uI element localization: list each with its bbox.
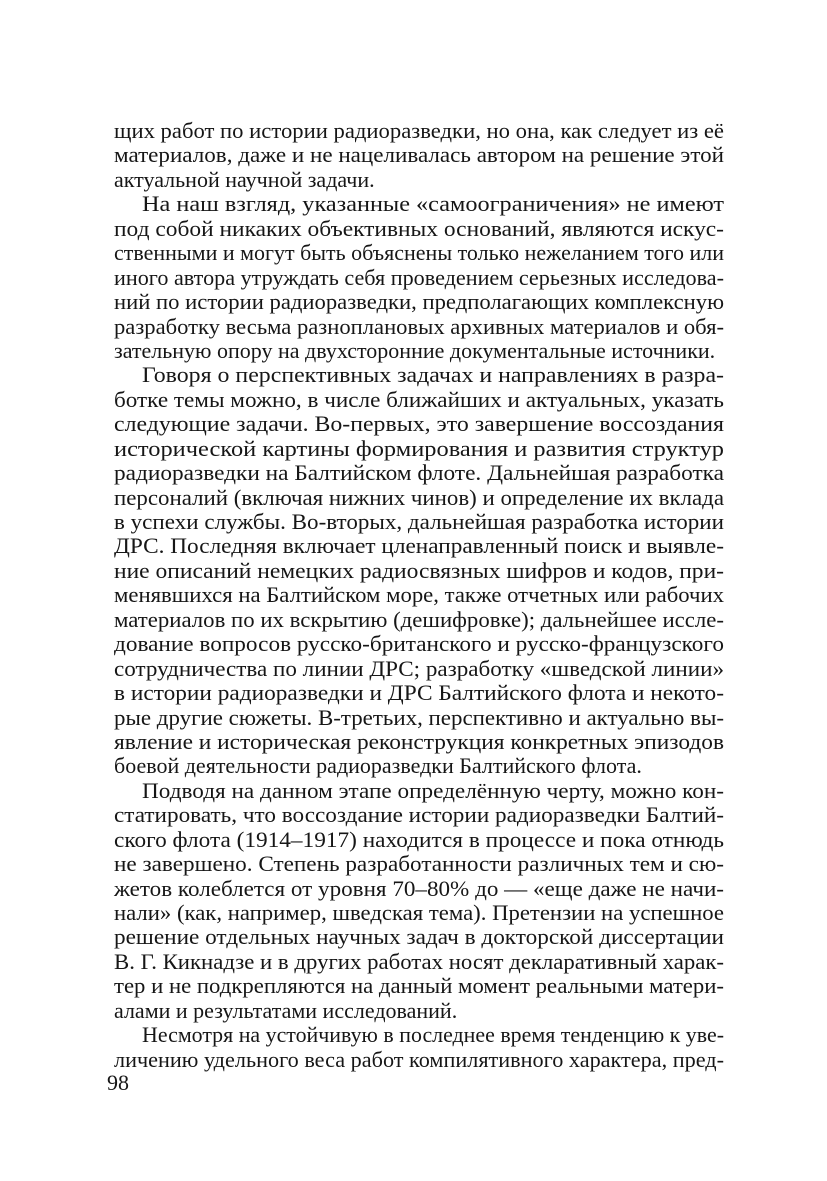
text-line	[114, 315, 724, 339]
text-line-content: ственными и могут быть объяснены только нежеланием того или	[114, 240, 724, 266]
text-line	[114, 241, 724, 265]
text-line	[114, 437, 724, 461]
text-line-content: материалов по их вскрытию (дешифровке); дальнейшее иссле-	[114, 606, 724, 632]
text-line-content: материалов, даже и не нацеливалась автором на решение этой	[114, 142, 724, 168]
text-line	[114, 534, 724, 558]
text-line-content: На наш взгляд, указанные «самоограничения» не имеют	[142, 191, 724, 217]
text-line	[114, 730, 724, 754]
text-line-content: менявшихся на Балтийском море, также отчетных или рабочих	[114, 582, 724, 608]
text-line-content: ДРС. Последняя включает цленаправленный поиск и выявле-	[114, 533, 724, 559]
text-line	[114, 681, 724, 705]
text-line-content: разработку весьма разноплановых архивных материалов и обя-	[114, 313, 724, 339]
text-line-content: персоналий (включая нижних чинов) и определение их вклада	[114, 484, 724, 510]
text-line-content: В. Г. Кикнадзе и в других работах носят декларативный харак-	[114, 948, 724, 974]
text-line	[114, 192, 724, 216]
text-line	[114, 168, 724, 192]
text-line-content: под собой никаких объективных оснований, являются искус-	[114, 215, 724, 241]
text-line	[114, 290, 724, 314]
text-line	[114, 706, 724, 730]
text-line-content: дование вопросов русско-британского и русско-французского	[114, 631, 724, 657]
text-line	[114, 779, 724, 803]
text-line	[114, 583, 724, 607]
text-line-content: Говоря о перспективных задачах и направлениях в разра-	[142, 362, 724, 388]
text-line	[114, 510, 724, 534]
text-line-content: рые другие сюжеты. В-третьих, перспективно и актуально вы-	[114, 704, 724, 730]
text-line-content: не завершено. Степень разработанности различных тем и сю-	[114, 851, 724, 877]
text-line-content: радиоразведки на Балтийском флоте. Дальнейшая разработка	[114, 460, 724, 486]
text-line	[114, 950, 724, 974]
text-line-content: ского флота (1914–1917) находится в процессе и пока отнюдь	[114, 826, 724, 852]
text-line	[114, 999, 724, 1023]
text-line	[114, 632, 724, 656]
text-line-content: следующие задачи. Во-первых, это завершение воссоздания	[114, 411, 724, 437]
text-line-content: личению удельного веса работ компилятивного характера, пред-	[114, 1046, 724, 1072]
text-block	[114, 119, 724, 1072]
text-line-content: статировать, что воссоздание истории радиоразведки Балтий-	[114, 802, 724, 828]
text-line	[114, 901, 724, 925]
text-line-content: в успехи службы. Во-вторых, дальнейшая разработка истории	[114, 509, 724, 534]
text-line	[114, 828, 724, 852]
text-line-content: тер и не подкрепляются на данный момент реальными матери-	[114, 973, 724, 999]
text-line	[114, 119, 724, 143]
text-line	[114, 143, 724, 167]
text-line-content: сотрудничества по линии ДРС; разработку «шведской линии»	[114, 655, 724, 681]
text-line-content: жетов колеблется от уровня 70–80% до — «еще даже не начи-	[114, 875, 725, 901]
text-line	[114, 925, 724, 949]
text-line-content: явление и историческая реконструкция конкретных эпизодов	[114, 728, 724, 754]
text-line	[114, 608, 724, 632]
text-line	[114, 1023, 724, 1047]
text-line	[114, 754, 724, 778]
text-line	[114, 1048, 724, 1072]
text-line	[114, 852, 724, 876]
text-line-content: Подводя на данном этапе определённую черту, можно кон-	[142, 777, 724, 803]
text-line-content: щих работ по истории радиоразведки, но она, как следует из её	[114, 118, 724, 143]
text-line-content: ботке темы можно, в числе ближайших и актуальных, указать	[114, 386, 724, 412]
text-line	[114, 412, 724, 436]
page-number: 98	[107, 1070, 129, 1095]
text-line	[114, 388, 724, 412]
text-line-content: решение отдельных научных задач в докторской диссертации	[114, 924, 724, 950]
text-line-content: боевой деятельности радиоразведки Балтийского флота.	[114, 753, 642, 779]
text-line	[114, 657, 724, 681]
text-line	[114, 559, 724, 583]
text-line-content: нали» (как, например, шведская тема). Претензии на успешное	[114, 900, 724, 925]
text-line	[114, 461, 724, 485]
text-line	[114, 339, 724, 363]
text-line-content: исторической картины формирования и развития структур	[114, 435, 724, 461]
text-line	[114, 877, 724, 901]
text-line-content: актуальной научной задачи.	[114, 166, 375, 192]
text-line	[114, 266, 724, 290]
text-line	[114, 217, 724, 241]
text-line	[114, 486, 724, 510]
text-line-content: ний по истории радиоразведки, предполагающих комплексную	[114, 289, 724, 315]
text-line	[114, 803, 724, 827]
text-line-content: Несмотря на устойчивую в последнее время тенденцию к уве-	[142, 1022, 724, 1048]
text-line-content: в истории радиоразведки и ДРС Балтийского флота и некото-	[114, 680, 724, 706]
text-line	[114, 363, 724, 387]
text-line-content: ние описаний немецких радиосвязных шифров и кодов, при-	[114, 557, 724, 583]
text-line-content: алами и результатами исследований.	[114, 997, 458, 1023]
text-line	[114, 974, 724, 998]
text-line-content: иного автора утруждать себя проведением серьезных исследова-	[114, 264, 724, 290]
text-line-content: зательную опору на двухсторонние документальные источники.	[114, 337, 716, 363]
